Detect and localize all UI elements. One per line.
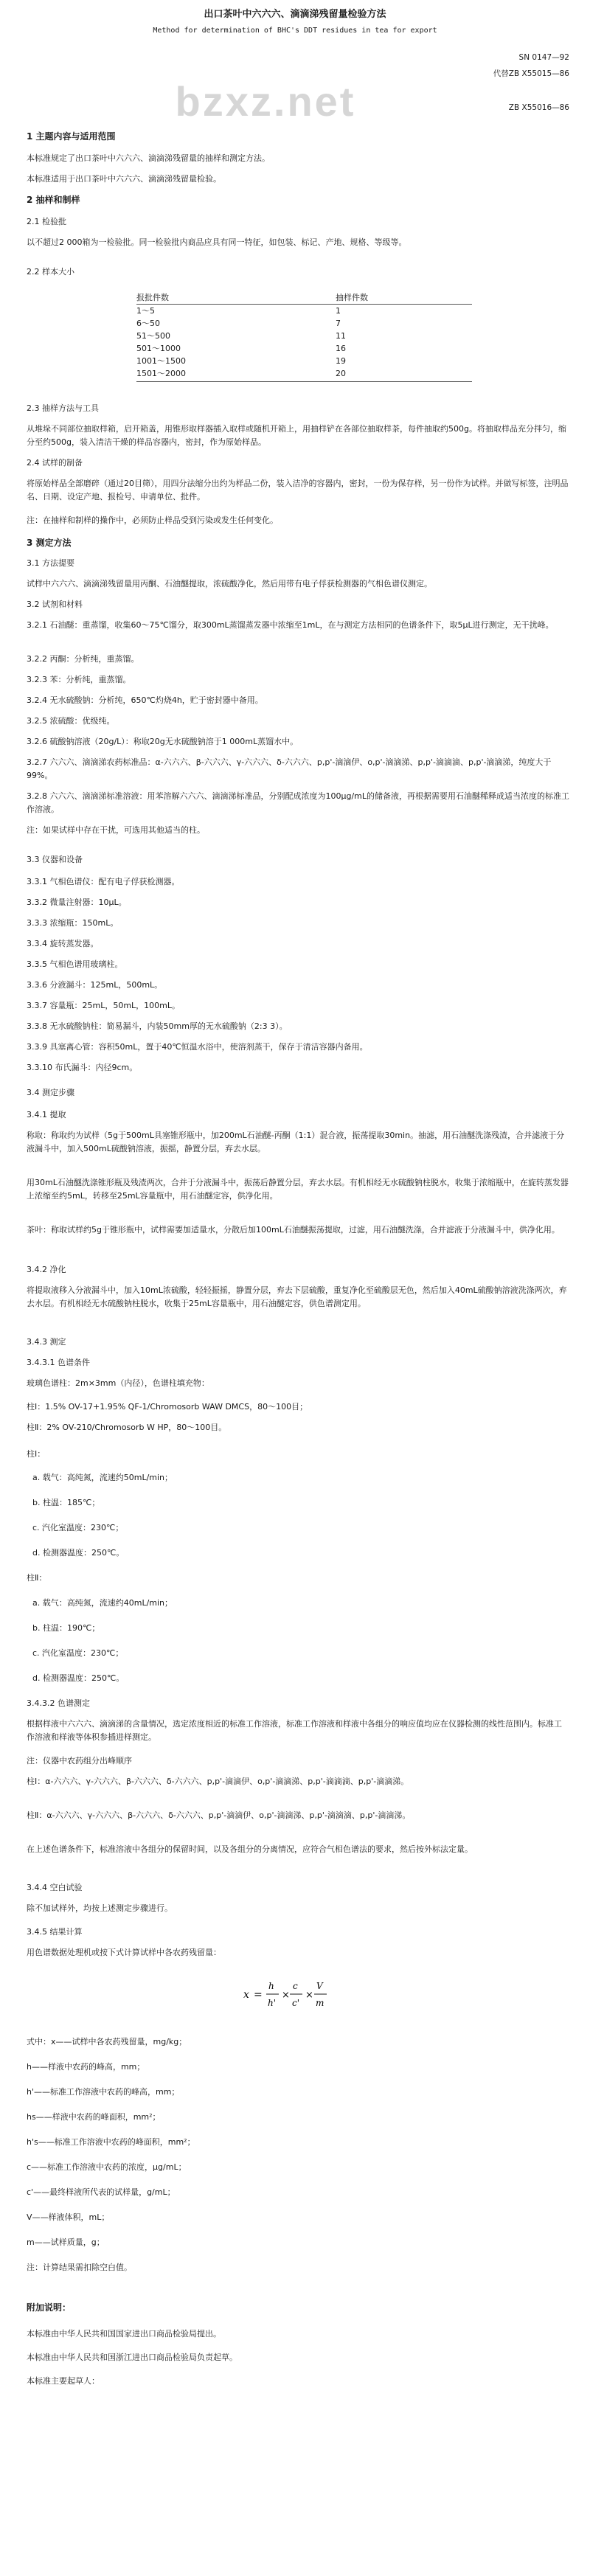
clause-heading: 3.4.1 提取 [27,1110,66,1119]
paragraph: 柱Ⅰ：α-六六六、γ-六六六、β-六六六、δ-六六六、p,p'-滴滴伊、o,p'-滴滴涕、p,p'-滴滴滴、p,p'-滴滴涕。 [27,1777,409,1786]
document-subtitle: Method for determination of BHC's DDT residues in tea for export [153,27,437,35]
note: 注：仪器中农药组分出峰顺序 [27,1756,132,1766]
table-row [136,355,472,367]
svg-text:×: × [305,1990,313,2001]
svg-text:×: × [282,1990,290,2001]
clause-heading: 2.3 抽样方法与工具 [27,403,99,413]
note: 注：在抽样和制样的操作中，必须防止样品受到污染或发生任何变化。 [27,515,278,525]
table-row [136,330,472,342]
paragraph: 根据样液中六六六、滴滴涕的含量情况，选定浓度相近的标准工作溶液，标准工作溶液和样液中各组分的响应值均应在仪器检测的线性范围内。标准工作溶液和样液等体积参插进样测定。 [27,1719,562,1742]
clause-heading: 3.4.3.1 色谱条件 [27,1358,90,1367]
list-item: c. 汽化室温度：230℃； [32,1648,124,1658]
paragraph: 本标准由中华人民共和国浙江进出口商品检验局负责起草。 [27,2353,237,2362]
clause-heading: 3.2 试剂和材料 [27,600,83,609]
paragraph: 用30mL石油醚洗涤锥形瓶及残渣两次，合并于分液漏斗中，振荡后静置分层，弃去水层。有机相经无水硫酸钠柱脱水，收集于浓缩瓶中，在旋转蒸发器上浓缩至约5mL，转移至25mL容量瓶中，用石油醚定容，供净化用。 [27,1178,569,1201]
paragraph: 3.2.6 硫酸钠溶液（20g/L）：称取20g无水硫酸钠溶于1 000mL蒸馏水中。 [27,737,299,746]
paragraph: 3.3.7 容量瓶：25mL，50mL，100mL。 [27,1001,181,1010]
clause-heading: 3.4.2 净化 [27,1265,66,1274]
paragraph: 3.3.3 浓缩瓶：150mL。 [27,918,119,928]
replaces-code: 代替ZB X55015—86 [493,69,569,78]
paragraph: 本标准由中华人民共和国国家进出口商品检验局提出。 [27,2329,221,2339]
definition: m——试样质量，g； [27,2237,105,2247]
svg-text:x: x [243,1989,249,2001]
table-bottom-rule [136,381,472,382]
paragraph: 柱Ⅰ：1.5% OV-17+1.95% QF-1/Chromosorb WAW DMCS，80～100目； [27,1402,308,1412]
paragraph: 3.3.8 无水硫酸钠柱：简易漏斗，内装50mm厚的无水硫酸钠（2:3 3）。 [27,1021,288,1031]
table-cell: 6～50 [136,319,160,328]
table-row [136,367,472,380]
document-title: 出口茶叶中六六六、滴滴涕残留量检验方法 [204,9,386,20]
paragraph: 3.3.2 微量注射器：10μL。 [27,898,127,907]
watermark: bzxz.net [175,78,356,125]
calculation-formula [243,1976,376,2012]
clause-heading: 3.3 仪器和设备 [27,855,83,864]
list-item: b. 柱温：190℃； [32,1623,100,1633]
paragraph: 3.3.5 气相色谱用玻璃柱。 [27,959,123,969]
paragraph: 在上述色谱条件下，标准溶液中各组分的保留时间，以及各组分的分离情况，应符合气相色谱法的要求，然后按外标法定量。 [27,1844,473,1854]
table-cell: 1001～1500 [136,356,186,366]
paragraph: 将提取液移入分液漏斗中，加入10mL浓硫酸，轻轻振摇，静置分层，弃去下层硫酸，重复净化至硫酸层无色，然后加入40mL硫酸钠溶液洗涤两次，弃去水层。有机相经无水硫酸钠柱脱水，收集于25mL容量瓶中，用石油醚定容，供色谱测定用。 [27,1285,567,1308]
definition: c'——最终样液所代表的试样量，g/mL； [27,2187,176,2197]
definition: h'——标准工作溶液中农药的峰高，mm； [27,2087,180,2097]
svg-text:c': c' [292,1998,300,2008]
table-cell: 1501～2000 [136,369,186,378]
clause-heading: 2.1 检验批 [27,217,66,226]
definition: h's——标准工作溶液中农药的峰面积，mm²； [27,2137,195,2147]
list-item: b. 柱温：185℃； [32,1498,100,1507]
paragraph: 试样中六六六、滴滴涕残留量用丙酮、石油醚提取，浓硫酸净化，然后用带有电子俘获检测器的气相色谱仪测定。 [27,579,432,589]
table-cell: 1～5 [136,306,155,316]
definition: 式中：x——试样中各农药残留量，mg/kg； [27,2037,187,2046]
clause-heading: 3.4.5 结果计算 [27,1927,83,1937]
paragraph: 用色谱数据处理机或按下式计算试样中各农药残留量： [27,1948,221,1957]
table-cell: 501～1000 [136,344,181,353]
paragraph: 本标准规定了出口茶叶中六六六、滴滴涕残留量的抽样和测定方法。 [27,153,270,163]
paragraph: 3.2.2 丙酮：分析纯，重蒸馏。 [27,654,139,664]
paragraph: 3.2.4 无水硫酸钠：分析纯，650℃灼烧4h，贮于密封器中备用。 [27,695,263,705]
table-cell: 16 [336,344,346,353]
section-heading: 2 抽样和制样 [27,195,80,205]
list-item: d. 检测器温度：250℃。 [32,1548,125,1558]
table-row [136,342,472,355]
table-row [136,305,472,317]
paragraph: 称取：称取约为试样（5g于500mL具塞锥形瓶中，加200mL石油醚-丙酮（1:1）混合液，振荡提取30min。抽滤，用石油醚洗涤残渣，合并滤液于分液漏斗中，加入500mL硫酸钠溶液，振摇，静置分层，弃去水层。 [27,1131,565,1153]
definition: hs——样液中农药的峰面积，mm²； [27,2112,161,2122]
list-item: d. 检测器温度：250℃。 [32,1673,125,1683]
paragraph: 柱Ⅱ： [27,1573,47,1583]
clause-heading: 3.1 方法提要 [27,558,74,568]
definition: c——标准工作溶液中农药的浓度，μg/mL； [27,2162,187,2172]
table-cell: 51～500 [136,331,170,341]
definition: h——样液中农药的峰高，mm； [27,2062,145,2072]
paragraph: 本标准适用于出口茶叶中六六六、滴滴涕残留量检验。 [27,174,221,184]
clause-heading: 3.4.3.2 色谱测定 [27,1698,90,1708]
svg-text:c: c [293,1981,298,1991]
paragraph: 柱Ⅱ：2% OV-210/Chromosorb W HP，80～100目。 [27,1423,227,1432]
paragraph: 玻璃色谱柱：2m×3mm（内径），色谱柱填充物： [27,1378,209,1388]
paragraph: 3.3.6 分液漏斗：125mL，500mL。 [27,980,163,990]
paragraph: 本标准主要起草人： [27,2376,100,2386]
clause-heading: 2.4 试样的制备 [27,458,83,468]
svg-text:h': h' [268,1998,277,2008]
paragraph: 3.2.3 苯：分析纯，重蒸馏。 [27,675,131,684]
paragraph: 3.3.4 旋转蒸发器。 [27,939,99,948]
sample-size-table [136,291,472,382]
paragraph: 柱Ⅱ：α-六六六、γ-六六六、β-六六六、δ-六六六、p,p'-滴滴伊、o,p'-滴滴涕、p,p'-滴滴滴、p,p'-滴滴涕。 [27,1811,411,1820]
table-row [136,317,472,330]
paragraph: 3.2.5 浓硫酸：优级纯。 [27,716,115,726]
list-item: a. 载气：高纯氮，流速约40mL/min； [32,1598,173,1608]
table-cell: 19 [336,356,346,366]
paragraph: 柱Ⅰ： [27,1449,46,1459]
paragraph: 3.3.9 具塞离心管：容积50mL，置于40℃恒温水浴中，使溶剂蒸干，保存于清洁容器内备用。 [27,1042,368,1052]
section-heading: 3 测定方法 [27,538,72,548]
standard-code: SN 0147—92 [518,53,569,62]
appendix-heading: 附加说明： [27,2302,72,2313]
definition: V——样液体积，mL； [27,2212,110,2222]
clause-heading: 3.4.3 测定 [27,1337,66,1347]
note: 注：计算结果需扣除空白值。 [27,2263,132,2272]
clause-heading: 2.2 样本大小 [27,267,74,277]
clause-heading: 3.4 测定步骤 [27,1088,74,1097]
table-header-row [136,291,472,305]
paragraph: 除不加试样外，均按上述测定步骤进行。 [27,1903,173,1913]
table-cell: 20 [336,369,346,378]
section-heading: 1 主题内容与适用范围 [27,131,116,142]
svg-text:V: V [316,1981,323,1991]
paragraph: 将原始样品全部磨碎（通过20目筛），用四分法缩分出约为样品二份，装入洁净的容器内，密封，一份为保存样，另一份作为试样。并做写标签，注明品名、日期、设定产地、报检号、申请单位、批件。 [27,479,569,501]
paragraph: 以不超过2 000箱为一检验批。同一检验批内商品应具有同一特征，如包装、标记、产地、规格、等级等。 [27,237,407,247]
table-cell: 7 [336,319,341,328]
svg-text:m: m [316,1998,324,2008]
paragraph: 3.2.8 六六六、滴滴涕标准溶液：用苯溶解六六六、滴滴涕标准品，分别配成浓度为100μg/mL的储备液，再根据需要用石油醚稀释成适当浓度的标准工作溶液。 [27,791,569,814]
svg-text:h: h [268,1981,274,1991]
paragraph: 3.3.1 气相色谱仪：配有电子俘获检测器。 [27,877,180,886]
reference-code: ZB X55016—86 [508,103,569,112]
note: 注：如果试样中存在干扰，可选用其他适当的柱。 [27,825,205,835]
clause-heading: 3.4.4 空白试验 [27,1883,83,1892]
paragraph: 3.2.7 六六六、滴滴涕农药标准品：α-六六六、β-六六六、γ-六六六、δ-六六六、p,p'-滴滴伊、o,p'-滴滴涕、p,p'-滴滴滴、p,p'-滴滴涕，纯度大于99%。 [27,757,552,780]
list-item: a. 载气：高纯氮，流速约50mL/min； [32,1473,173,1482]
table-header-cell: 抽样件数 [336,293,368,302]
svg-text:=: = [254,1989,263,2001]
table-cell: 1 [336,306,341,316]
paragraph: 3.2.1 石油醚：重蒸馏，收集60～75℃馏分，取300mL蒸馏蒸发器中浓缩至1mL，在与测定方法相同的色谱条件下，取5μL进行测定，无干扰峰。 [27,620,554,630]
paragraph: 茶叶：称取试样约5g于锥形瓶中，试样需要加适量水，分散后加100mL石油醚振荡提取，过滤，用石油醚洗涤，合并滤液于分液漏斗中，供净化用。 [27,1225,560,1235]
list-item: c. 汽化室温度：230℃； [32,1523,124,1532]
paragraph: 从堆垛不同部位抽取样箱，启开箱盖，用锥形取样器插入取样或随机开箱上，用抽样铲在各部位抽取样茶，每件抽取约500g。将抽取样品充分拌匀，缩分至约500g，装入清洁干燥的样品容器内，密封，作为原始样品。 [27,424,566,447]
table-header-cell: 报批件数 [136,293,169,302]
table-cell: 11 [336,331,346,341]
paragraph: 3.3.10 布氏漏斗：内径9cm。 [27,1063,138,1072]
